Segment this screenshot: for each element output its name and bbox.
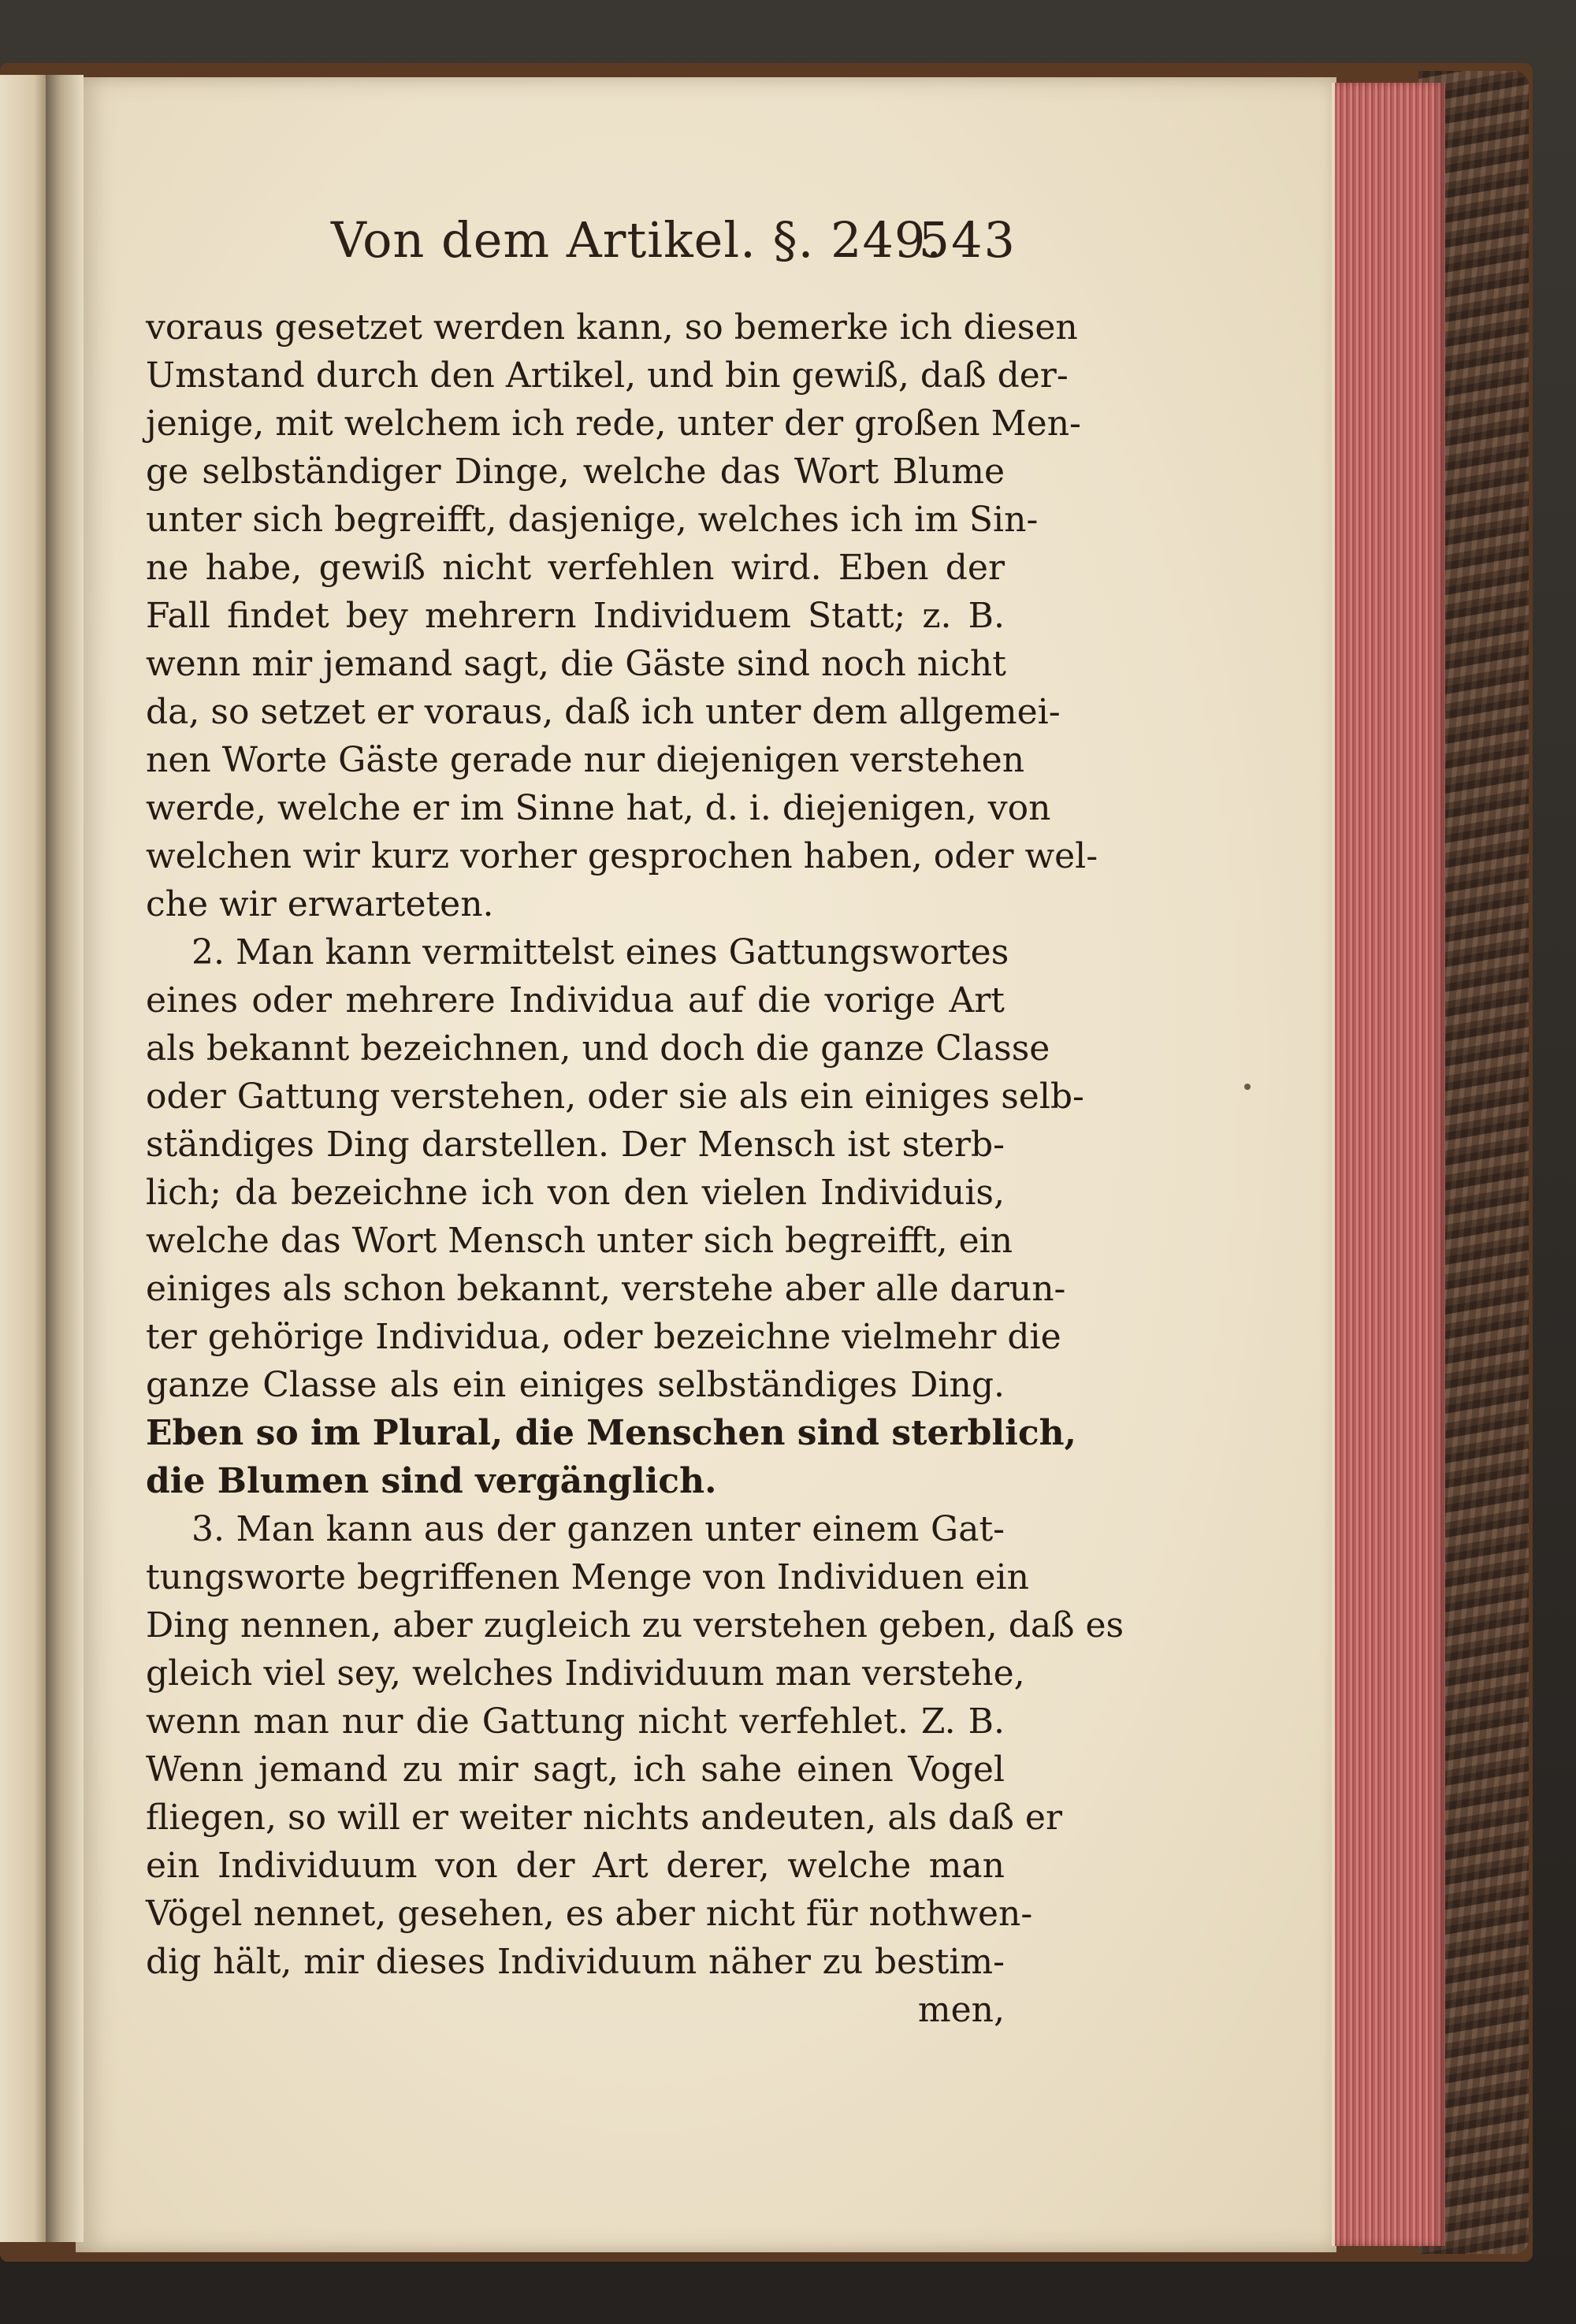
text-line: lich; da bezeichne ich von den vielen Individuis,	[146, 1173, 1005, 1213]
text-line: voraus gesetzet werden kann, so bemerke ich diesen	[146, 307, 1078, 348]
text-line: als bekannt bezeichnen, und doch die ganze Classe	[146, 1028, 1050, 1069]
text-line: da, so setzet er voraus, daß ich unter dem allgemei-	[146, 692, 1061, 732]
text-line: wenn mir jemand sagt, die Gäste sind noch nicht	[146, 644, 1006, 684]
text-line: ne habe, gewiß nicht verfehlen wird. Eben der	[146, 548, 1005, 588]
text-line: Umstand durch den Artikel, und bin gewiß, daß der-	[146, 355, 1069, 396]
text-line: tungsworte begriffenen Menge von Individuen ein	[146, 1557, 1029, 1597]
text-line: werde, welche er im Sinne hat, d. i. diejenigen, von	[146, 788, 1051, 828]
text-line: ge selbständiger Dinge, welche das Wort Blume	[146, 452, 1005, 492]
text-line: ein Individuum von der Art derer, welche man	[146, 1846, 1005, 1886]
text-line: unter sich begreifft, dasjenige, welches ich im Sin-	[146, 500, 1039, 540]
book-gutter	[46, 75, 84, 2242]
text-line: Wenn jemand zu mir sagt, ich sahe einen Vogel	[146, 1750, 1005, 1790]
running-head: Von dem Artikel. §. 249.	[331, 211, 943, 269]
text-line: wenn man nur die Gattung nicht verfehlet. Z. B.	[146, 1701, 1005, 1742]
text-line: Eben so im Plural, die Menschen sind sterblich,	[146, 1413, 1076, 1453]
paragraph-start: 2. Man kann vermittelst eines Gattungswortes	[191, 932, 1009, 972]
red-page-edges	[1332, 83, 1445, 2246]
text-line: che wir erwarteten.	[146, 884, 494, 924]
text-line: dig hält, mir dieses Individuum näher zu bestim-	[146, 1942, 1005, 1982]
text-line: jenige, mit welchem ich rede, unter der großen Men-	[146, 403, 1081, 444]
page-number: 543	[918, 211, 1017, 269]
text-line: nen Worte Gäste gerade nur diejenigen verstehen	[146, 740, 1025, 780]
text-line: ständiges Ding darstellen. Der Mensch ist sterb-	[146, 1125, 1005, 1165]
left-page-edge	[0, 75, 49, 2242]
text-line: welche das Wort Mensch unter sich begreifft, ein	[146, 1221, 1013, 1261]
text-line: Ding nennen, aber zugleich zu verstehen geben, daß es	[146, 1605, 1124, 1645]
text-line: eines oder mehrere Individua auf die vorige Art	[146, 980, 1005, 1021]
text-line: einiges als schon bekannt, verstehe aber alle darun-	[146, 1269, 1066, 1309]
page-header	[331, 211, 1017, 282]
body-text	[146, 303, 1124, 2034]
text-line: fliegen, so will er weiter nichts andeuten, als daß er	[146, 1798, 1062, 1838]
text-line: die Blumen sind vergänglich.	[146, 1461, 717, 1501]
text-line: oder Gattung verstehen, oder sie als ein einiges selb-	[146, 1076, 1084, 1117]
text-line: ter gehörige Individua, oder bezeichne vielmehr die	[146, 1317, 1061, 1357]
catchword: men,	[917, 1990, 1005, 2030]
text-line: ganze Classe als ein einiges selbständiges Ding.	[146, 1365, 1005, 1405]
ink-speck	[1244, 1084, 1251, 1090]
paragraph-start: 3. Man kann aus der ganzen unter einem Gat-	[191, 1509, 1005, 1549]
text-line: gleich viel sey, welches Individuum man verstehe,	[146, 1653, 1025, 1694]
text-line: Fall findet bey mehrern Individuem Statt; z. B.	[146, 596, 1005, 636]
text-line: Vögel nennet, gesehen, es aber nicht für nothwen-	[146, 1894, 1033, 1934]
text-line: welchen wir kurz vorher gesprochen haben, oder wel-	[146, 836, 1098, 876]
